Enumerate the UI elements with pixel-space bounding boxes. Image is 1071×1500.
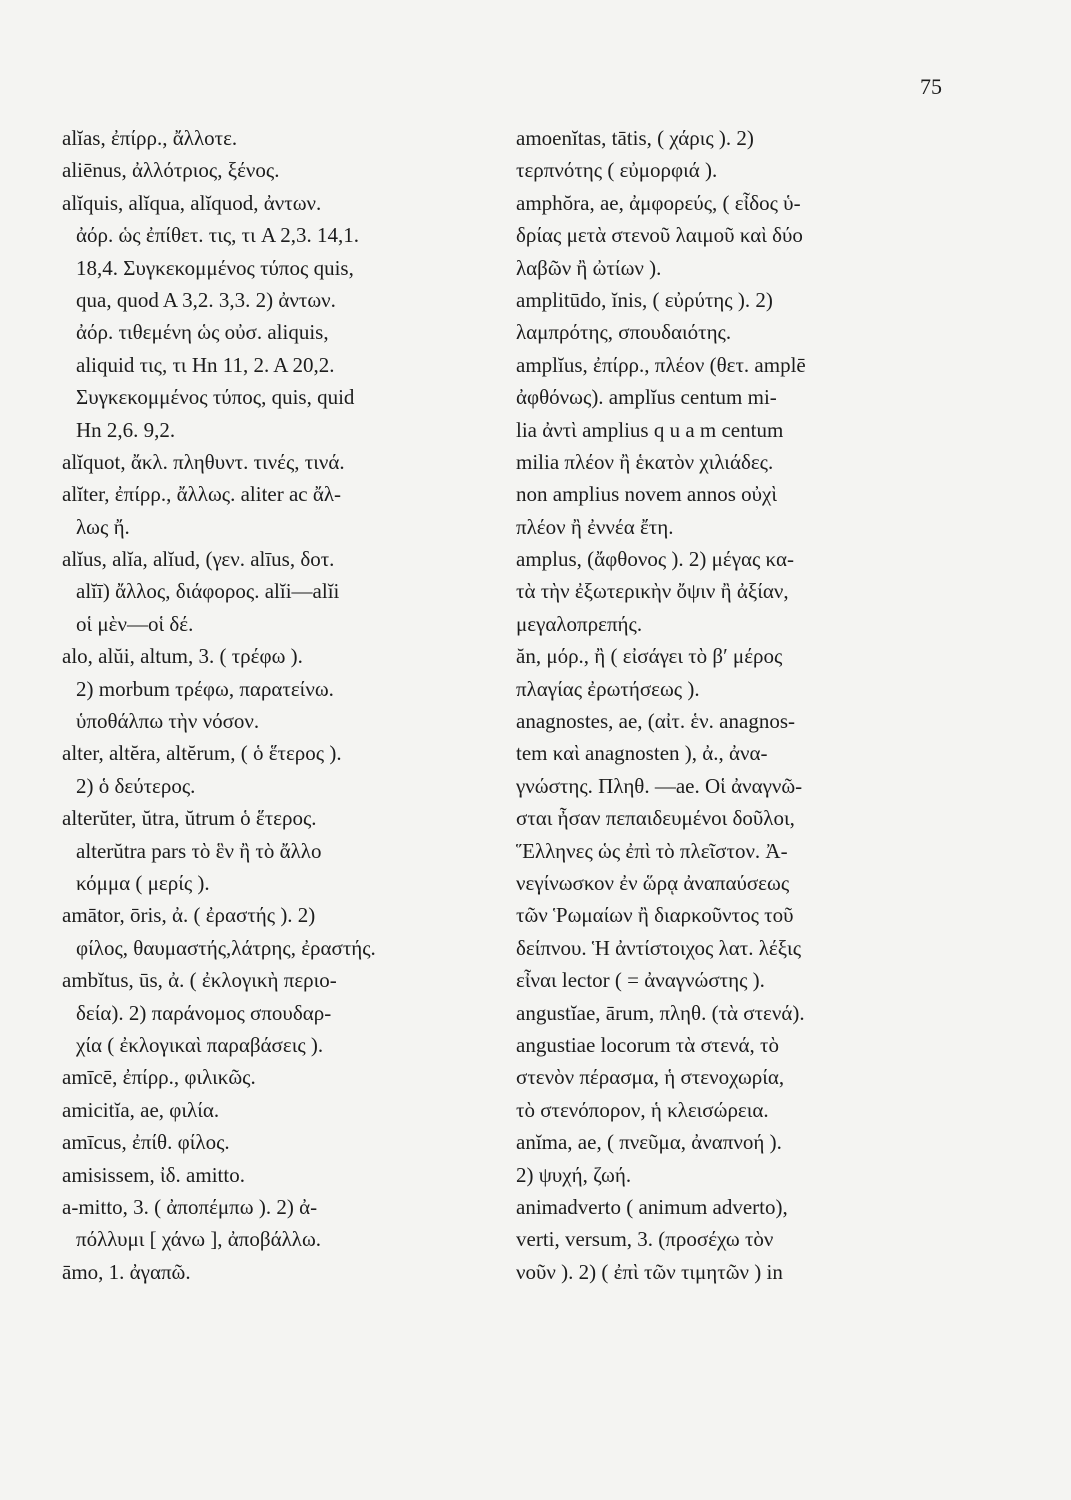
left-column-line: Hn 2,6. 9,2. (76, 417, 176, 442)
right-column-line: τῶν Ῥωμαίων ἢ διαρκοῦντος τοῦ (516, 903, 794, 928)
right-column-line: πλέον ἢ ἐννέα ἔτη. (516, 514, 674, 539)
left-column-line: aliquid τις, τι Hn 11, 2. A 20,2. (76, 352, 335, 377)
right-column-line: στενὸν πέρασμα, ἡ στενοχωρία, (516, 1065, 785, 1090)
left-column-line: χία ( ἐκλογικαὶ παραβάσεις ). (76, 1032, 324, 1057)
right-column-line: γνώστης. Πληθ. —ae. Οἱ ἀναγνῶ- (516, 773, 803, 798)
right-column-line: lia ἀντὶ amplius q u a m centum (516, 417, 784, 442)
right-column-line: λαμπρότης, σπουδαιότης. (516, 320, 732, 345)
right-column-line: νεγίνωσκον ἐν ὥρᾳ ἀναπαύσεως (516, 870, 790, 895)
left-column-line: δεία). 2) παράνομος σπουδαρ- (76, 1000, 332, 1025)
right-column-line: amplĭus, ἐπίρρ., πλέον (θετ. amplē (516, 352, 806, 377)
right-column-line: tem καὶ anagnosten ), ἀ., ἀνα- (516, 741, 768, 766)
right-column-line: τὰ τὴν ἐξωτερικὴν ὄψιν ἢ ἀξίαν, (516, 579, 789, 604)
right-column-line: σται ἦσαν πεπαιδευμένοι δοῦλοι, (516, 806, 795, 831)
left-column-line: οἱ μὲν—οἱ δέ. (76, 611, 194, 636)
left-column-line: alĭas, ἐπίρρ., ἄλλοτε. (62, 126, 238, 150)
right-column-line: amplus, (ἄφθονος ). 2) μέγας κα- (516, 547, 794, 572)
right-column-line: ăn, μόρ., ἢ ( εἰσάγει τὸ β′ μέρος (516, 644, 783, 669)
left-column-line: κόμμα ( μερίς ). (76, 870, 210, 895)
left-column-line: alĭquis, alĭqua, alĭquod, ἀντων. (62, 190, 322, 215)
left-column-line: amisissem, ἰδ. amitto. (62, 1162, 245, 1187)
left-column-line: ἀόρ. τιθεμένη ὡς οὐσ. aliquis, (76, 320, 329, 345)
left-column-line: ambĭtus, ūs, ἀ. ( ἐκλογικὴ περιο- (62, 968, 337, 993)
right-column-line: angustiae locorum τὰ στενά, τὸ (516, 1032, 779, 1057)
right-column-line: εἶναι lector ( = ἀναγνώστης ). (516, 968, 765, 993)
left-column-line: amīcus, ἐπίθ. φίλος. (62, 1130, 230, 1155)
left-column-line: amīcē, ἐπίρρ., φιλικῶς. (62, 1065, 256, 1090)
right-column-line: amplitūdo, ĭnis, ( εὐρύτης ). 2) (516, 287, 773, 312)
right-column-line: τερπνότης ( εὐμορφιά ). (516, 158, 718, 183)
right-column-line: τὸ στενόπορον, ἡ κλεισώρεια. (516, 1097, 769, 1122)
right-column-line: λαβῶν ἢ ὠτίων ). (516, 255, 662, 280)
left-column-line: ὑποθάλπω τὴν νόσον. (76, 709, 260, 734)
left-column-line: ἀόρ. ὡς ἐπίθετ. τις, τι A 2,3. 14,1. (76, 223, 360, 248)
right-column-line: πλαγίας ἐρωτήσεως ). (516, 676, 700, 701)
left-column-line: alĭquot, ἄκλ. πληθυντ. τινές, τινά. (62, 449, 345, 474)
right-column-line: non amplius novem annos οὐχὶ (516, 482, 778, 507)
left-column-line: aliēnus, ἀλλότριος, ξένος. (62, 158, 280, 183)
left-column (54, 122, 494, 1288)
left-column-line: Συγκεκομμένος τύπος, quis, quid (76, 385, 355, 410)
left-column-line: λως ἤ. (76, 514, 130, 539)
page-number: 75 (920, 74, 942, 99)
right-column-line: μεγαλοπρεπής. (516, 611, 643, 636)
left-column-line: 2) morbum τρέφω, παρατείνω. (76, 676, 334, 701)
right-column-line: anĭma, ae, ( πνεῦμα, ἀναπνοή ). (516, 1130, 782, 1155)
left-column-line: alter, altĕra, altĕrum, ( ὁ ἕτερος ). (62, 741, 342, 766)
right-column-line: animadverto ( animum adverto), (516, 1194, 788, 1219)
right-column-line: Ἕλληνες ὡς ἐπὶ τὸ πλεῖστον. Ἀ- (516, 838, 788, 863)
left-column-line: a-mitto, 3. ( ἀποπέμπω ). 2) ἀ- (62, 1194, 318, 1219)
left-column-line: amicitĭa, ae, φιλία. (62, 1097, 220, 1122)
left-column-line: alterŭtra pars τὸ ἓν ἢ τὸ ἄλλο (76, 838, 322, 863)
left-column-line: πόλλυμι [ χάνω ], ἀποβάλλω. (76, 1227, 322, 1252)
right-column-line: milia πλέον ἢ ἑκατὸν χιλιάδες. (516, 449, 774, 474)
left-column-line: 2) ὁ δεύτερος. (76, 773, 196, 798)
left-column-line: amātor, ōris, ἀ. ( ἐραστής ). 2) (62, 903, 316, 928)
right-column-line: verti, versum, 3. (προσέχω τὸν (516, 1227, 774, 1252)
right-column-line: anagnostes, ae, (αἰτ. ἑν. anagnos- (516, 709, 795, 734)
right-column (516, 122, 936, 1288)
right-column-line: δείπνου. Ἡ ἀντίστοιχος λατ. λέξις (516, 935, 802, 960)
right-column-line: δρίας μετὰ στενοῦ λαιμοῦ καὶ δύο (516, 223, 803, 248)
left-column-line: alĭī) ἄλλος, διάφορος. alĭi—alĭi (76, 579, 340, 604)
left-column-line: alo, alŭi, altum, 3. ( τρέφω ). (62, 644, 303, 669)
left-column-line: alterŭter, ŭtra, ŭtrum ὁ ἕτερος. (62, 806, 317, 831)
right-column-line: ἀφθόνως). amplĭus centum mi- (516, 385, 777, 410)
right-column-line: 2) ψυχή, ζωή. (516, 1162, 632, 1187)
right-column-line: angustĭae, ārum, πληθ. (τὰ στενά). (516, 1000, 805, 1025)
right-column-line: amphŏra, ae, ἀμφορεύς, ( εἶδος ὑ- (516, 190, 801, 215)
left-column-line: āmo, 1. ἀγαπῶ. (62, 1259, 191, 1284)
left-column-line: 18,4. Συγκεκομμένος τύπος quis, (76, 255, 354, 280)
right-column-line: νοῦν ). 2) ( ἐπὶ τῶν τιμητῶν ) in (516, 1259, 783, 1284)
right-column-line: amoenĭtas, tātis, ( χάρις ). 2) (516, 126, 754, 150)
left-column-line: φίλος, θαυμαστής,λάτρης, ἐραστής. (76, 935, 376, 960)
left-column-line: alĭus, alĭa, alĭud, (γεν. alīus, δοτ. (62, 547, 335, 572)
left-column-line: qua, quod A 3,2. 3,3. 2) ἀντων. (76, 287, 336, 312)
left-column-line: alĭter, ἐπίρρ., ἄλλως. aliter ac ἄλ- (62, 482, 342, 507)
